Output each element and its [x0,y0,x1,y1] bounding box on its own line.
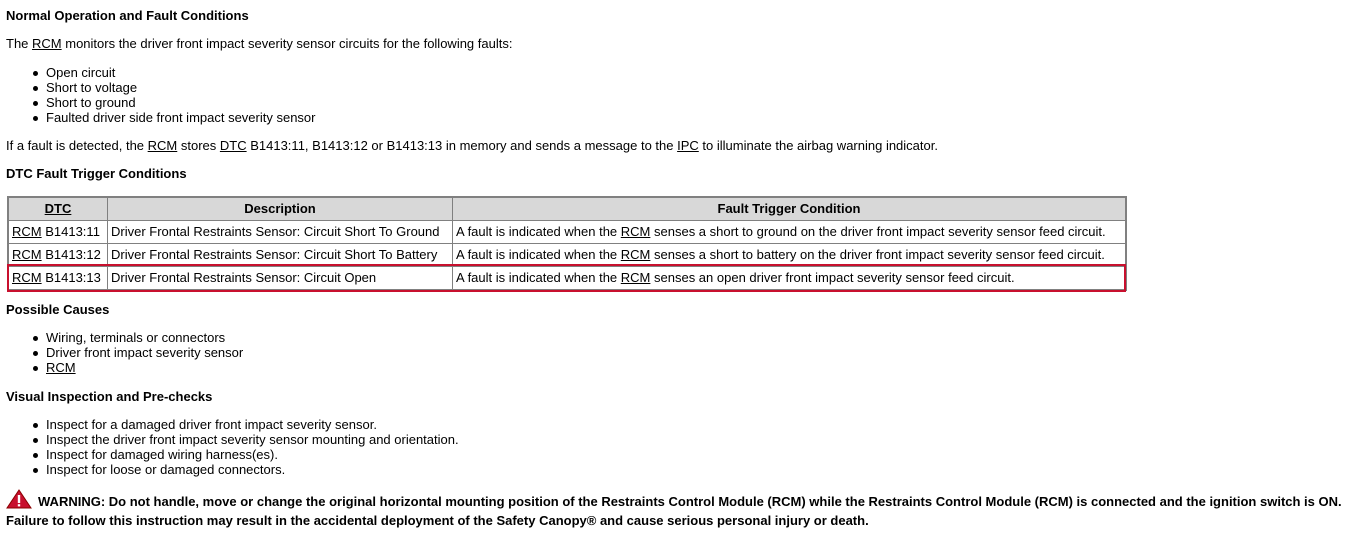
intro-paragraph: The RCM monitors the driver front impact severity sensor circuits for the following faults: [6,36,513,51]
list-item: Short to voltage [32,80,316,95]
rcm-link[interactable]: RCM [46,360,76,375]
condition-column-header: Fault Trigger Condition [453,197,1127,221]
rcm-link[interactable]: RCM [12,247,42,262]
list-item: Driver front impact severity sensor [32,345,243,360]
table-row [8,221,1126,244]
warning-text: WARNING: Do not handle, move or change the original horizontal mounting position of the Restraints Control Module (RCM) while the Restraints Control Module (RCM) is connected and the ignition switch is ON. Failure to follow this instruction may result in the accidental deployment of the Safety Canopy® and cause serious personal injury or death. [6,494,1342,528]
visual-inspection-heading: Visual Inspection and Pre-checks [6,389,213,404]
list-item: Inspect for damaged wiring harness(es). [32,447,459,462]
normal-operation-heading: Normal Operation and Fault Conditions [6,8,249,23]
condition-cell: A fault is indicated when the RCM senses a short to battery on the driver front impact severity sensor feed circuit. [453,244,1127,267]
dtc-table [7,196,1127,291]
list-item: Faulted driver side front impact severity sensor [32,110,316,125]
rcm-link[interactable]: RCM [32,36,62,51]
list-item: Short to ground [32,95,316,110]
list-item: Open circuit [32,65,316,80]
table-header-row [8,197,1126,221]
checks-list [32,417,459,477]
description-cell: Driver Frontal Restraints Sensor: Circuit Short To Ground [108,221,453,244]
list-item: Inspect for loose or damaged connectors. [32,462,459,477]
rcm-link[interactable]: RCM [620,247,651,262]
description-column-header: Description [108,197,453,221]
trigger-conditions-heading: DTC Fault Trigger Conditions [6,166,187,181]
description-cell: Driver Frontal Restraints Sensor: Circuit Open [108,267,453,291]
warning-triangle-icon [6,489,32,513]
causes-list [32,330,243,375]
dtc-cell: RCM B1413:11 [8,221,108,244]
list-item: Inspect for a damaged driver front impact severity sensor. [32,417,459,432]
table-row [8,244,1126,267]
dtc-column-header [8,197,108,221]
list-item: Wiring, terminals or connectors [32,330,243,345]
condition-cell: A fault is indicated when the RCM senses an open driver front impact severity sensor feed circuit. [453,267,1127,291]
rcm-link[interactable]: RCM [620,224,651,239]
dtc-cell: RCM B1413:13 [8,267,108,291]
warning-notice [6,489,1356,529]
dtc-header-link[interactable]: DTC [44,201,72,216]
fault-list [32,65,316,125]
ipc-link[interactable]: IPC [677,138,699,153]
list-item: Inspect the driver front impact severity sensor mounting and orientation. [32,432,459,447]
dtc-link[interactable]: DTC [219,138,247,153]
table-row-highlighted [8,267,1126,291]
rcm-link[interactable]: RCM [620,270,651,285]
rcm-link[interactable]: RCM [12,270,42,285]
description-cell: Driver Frontal Restraints Sensor: Circuit Short To Battery [108,244,453,267]
rcm-link[interactable]: RCM [147,138,178,153]
list-item [32,360,243,375]
rcm-link[interactable]: RCM [12,224,42,239]
fault-detected-paragraph: If a fault is detected, the RCM stores DTC B1413:11, B1413:12 or B1413:13 in memory and sends a message to the IPC to illuminate the airbag warning indicator. [6,138,938,153]
condition-cell: A fault is indicated when the RCM senses a short to ground on the driver front impact severity sensor feed circuit. [453,221,1127,244]
dtc-cell: RCM B1413:12 [8,244,108,267]
possible-causes-heading: Possible Causes [6,302,110,317]
